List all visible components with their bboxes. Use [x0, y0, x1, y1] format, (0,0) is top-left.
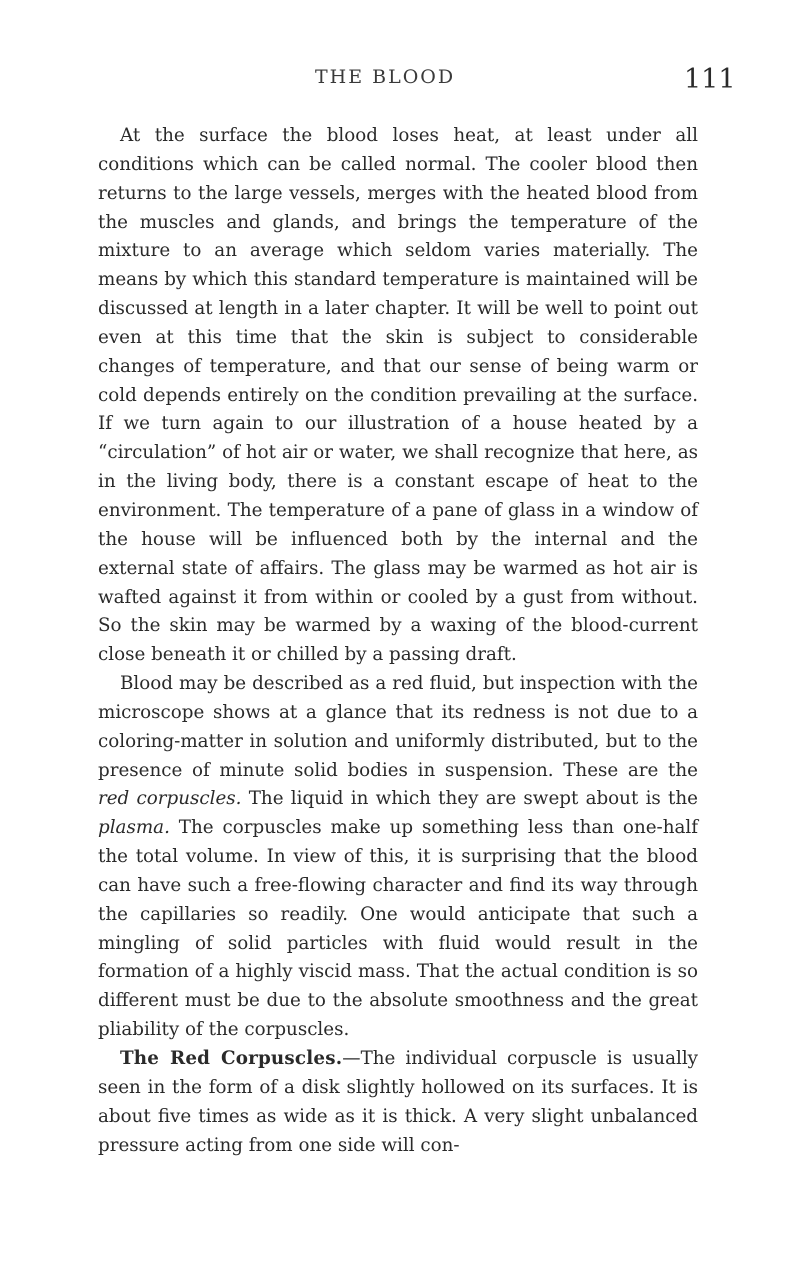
term-plasma: plasma. — [98, 817, 170, 839]
paragraph-red-corpuscles — [98, 1045, 698, 1160]
paragraph-heat-loss: At the surface the blood loses heat, at least under all conditions which can be called normal. The cooler blood then returns to the large vessels, merges with the heated blood from the muscles and glands, and brings the temperature of the mixture to an average which seldom varies materially. The means by which this standard temperature is maintained will be discussed at length in a later chapter. It will be well to point out even at this time that the skin is subject to considerable changes of temperature, and that our sense of being warm or cold depends entirely on the condition prevailing at the surface. If we turn again to our illustration of a house heated by a “circulation” of hot air or water, we shall recognize that here, as in the living body, there is a constant escape of heat to the environment. The temperature of a pane of glass in a window of the house will be influenced both by the internal and the external state of affairs. The glass may be warmed as hot air is wafted against it from within or cooled by a gust from without. So the skin may be warmed by a waxing of the blood-current close beneath it or chilled by a passing draft. — [98, 125, 698, 666]
section-heading-red-corpuscles: The Red Corpuscles. — [120, 1048, 343, 1069]
running-head — [0, 64, 800, 98]
paragraph-blood-description — [98, 670, 698, 1045]
running-title: THE BLOOD — [315, 66, 456, 88]
term-red-corpuscles: red corpuscles. — [98, 788, 242, 810]
body-text — [98, 122, 698, 1160]
paragraph-text: The liquid in which they are swept about is the — [241, 788, 698, 810]
paragraph-text: The corpuscles make up something less than one-half the total volume. In view of this, it is surprising that the blood can have such a free-flowing character and find its way through the capillaries so readily. One would anticipate that such a mingling of solid particles with fluid would result in the formation of a highly viscid mass. That the actual condition is so different must be due to the absolute smoothness and the great pliability of the corpuscles. — [98, 817, 698, 1041]
paragraph-text: —The individual corpuscle is usually seen in the form of a disk slightly hollowed on its surfaces. It is about five times as wide as it is thick. A very slight unbalanced pressure acting from one side will con- — [98, 1048, 698, 1156]
paragraph-text: Blood may be described as a red fluid, but inspection with the microscope shows at a glance that its redness is not due to a coloring-matter in solution and uniformly distributed, but to the presence of minute solid bodies in suspension. These are the — [98, 673, 698, 781]
page-number: 111 — [684, 64, 736, 95]
